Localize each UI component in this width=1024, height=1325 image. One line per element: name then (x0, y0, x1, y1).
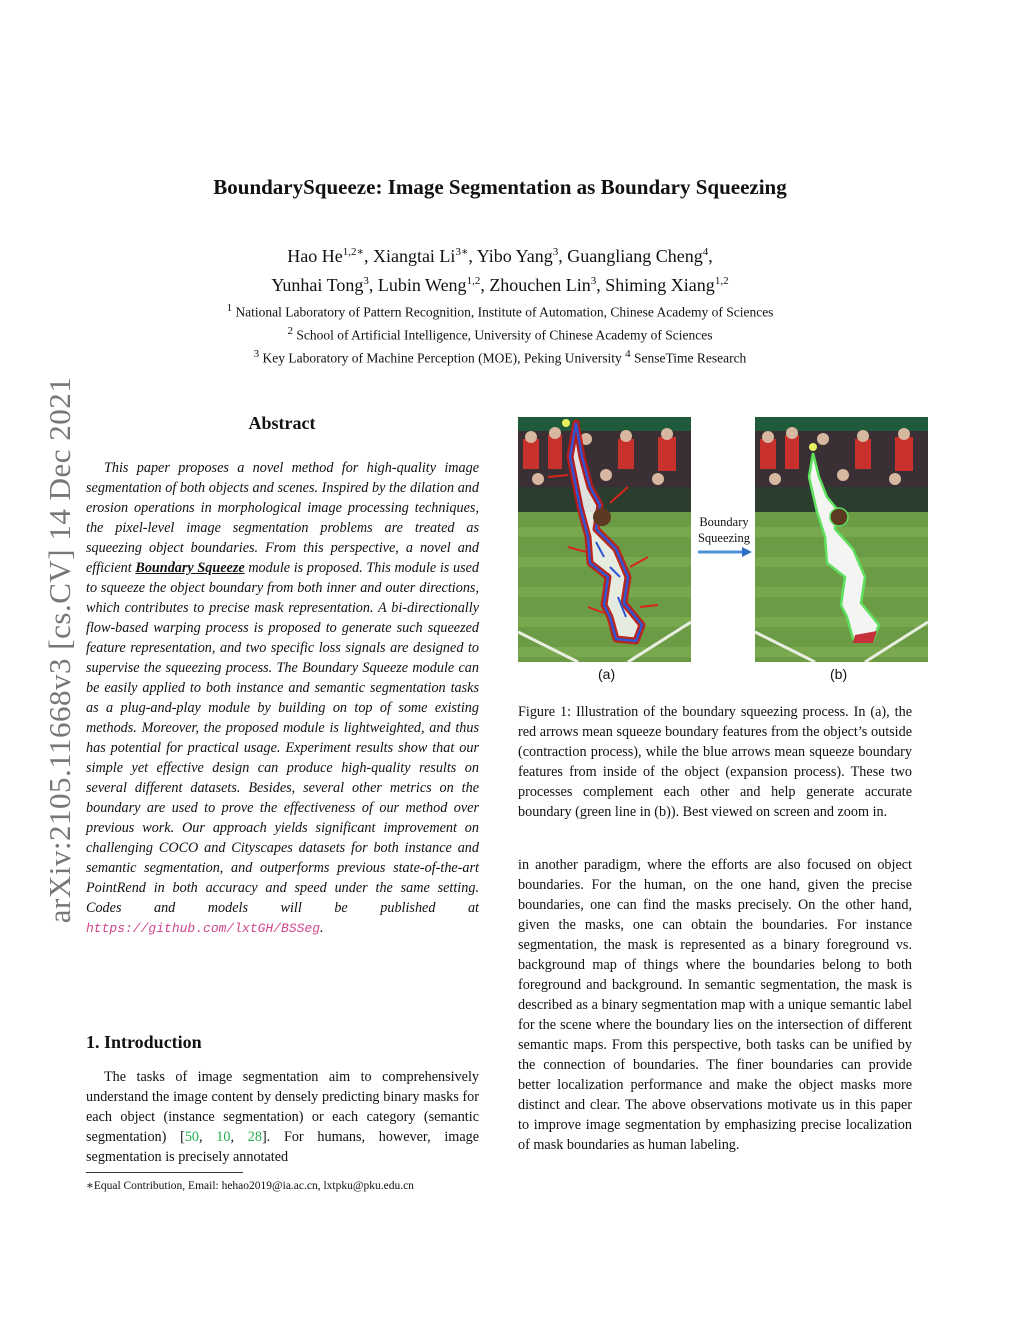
author-name: , Guangliang Cheng (558, 246, 703, 266)
intro-text: , (230, 1129, 248, 1145)
figure-1-caption: Figure 1: Illustration of the boundary squeezing process. In (a), the red arrows mean squeeze boundary features from the object’s outside (contraction process), while the blue arrows mean squeeze boundary features from inside of the object (expansion process). These two processes complement each other and help generate accurate boundary (green line in (b)). Best viewed on screen and zoom in. (518, 704, 912, 820)
boundary-squeezing-label (694, 514, 754, 546)
footnote: ∗Equal Contribution, Email: hehao2019@ia.ac.cn, lxtpku@pku.edu.cn (86, 1180, 414, 1192)
author-name: , Xiangtai Li (363, 246, 456, 266)
affil-sup: 3 (253, 348, 260, 360)
author-line-1 (0, 240, 1000, 269)
intro-text: , (199, 1129, 217, 1145)
citation-link[interactable]: 50 (184, 1129, 200, 1145)
author-name: , Zhouchen Lin (480, 275, 591, 295)
author-affil-sup: 3∗ (455, 246, 469, 258)
paper-title: BoundarySqueeze: Image Segmentation as Boundary Squeezing (213, 175, 787, 199)
abstract-text: module is proposed. This module is used to squeeze the object boundary from both inner and outer directions, which contributes to precise mask representation. A bi-directionally flow-based warping process is proposed to generate such squeezed feature representation, and two specific loss signals are designed to supervise the squeezing process. The Boundary Squeeze module can be easily applied to both instance and semantic segmentation tasks as a plug-and-play module by building on top of some existing methods. Moreover, the proposed module is lightweighted, and thus has potential for practical usage. Experiment results show that our simple yet effective design can produce high-quality results on several different datasets. Besides, several other metrics on the boundary are used to prove the effectiveness of our method over previous work. Our approach yields significant improvement on challenging COCO and Cityscapes datasets for both instance and semantic segmentation, and outperforms previous state-of-the-art PointRend in both accuracy and speed under the same setting. Codes and models will be published at (86, 560, 479, 916)
author-name: , (708, 246, 713, 266)
affil-text: National Laboratory of Pattern Recognition, Institute of Automation, Chinese Academy of Sciences (235, 304, 774, 320)
arxiv-stamp (40, 355, 80, 945)
introduction-body (86, 1067, 479, 1167)
author-affil-sup: 1,2∗ (342, 246, 364, 258)
abstract-text: This paper proposes a novel method for high-quality image segmentation of both objects and scenes. Inspired by the dilation and erosion operations in morphological image processing techniques, the pixel-level image segmentation problems are treated as squeezing object boundaries. From this perspective, a novel and efficient (86, 460, 479, 576)
affil-sup: 4 (625, 348, 631, 360)
tennis-player-squeeze-illustration (518, 417, 691, 662)
figure-1a-image (518, 417, 691, 662)
author-name: Yunhai Tong (271, 275, 364, 295)
footnote-rule (86, 1172, 243, 1173)
affiliation-3 (0, 348, 1000, 367)
abstract-body (86, 458, 479, 939)
author-name: Hao He (287, 246, 343, 266)
author-affil-sup: 3 (590, 275, 597, 287)
author-name: , Yibo Yang (468, 246, 553, 266)
affiliation-2 (0, 325, 1000, 344)
tennis-player-boundary-result (755, 417, 928, 662)
author-affil-sup: 3 (552, 246, 559, 258)
affil-text: Key Laboratory of Machine Perception (MOE), Peking University (262, 350, 622, 366)
intro-text: The tasks of image segmentation aim to comprehensively understand the image content by densely predicting binary masks for each object (instance segmentation) or each category (semantic segmentation) [ (86, 1069, 479, 1145)
arrow-label-line-2: Squeezing (697, 531, 751, 545)
intro-text: ]. For humans, however, image segmentation is precisely annotated (86, 1129, 480, 1165)
author-affil-sup: 3 (363, 275, 369, 287)
affil-text: School of Artificial Intelligence, University of Chinese Academy of Sciences (296, 327, 713, 343)
affiliation-1 (0, 302, 1000, 321)
author-line-2 (0, 269, 1000, 298)
abstract-text: . (320, 920, 324, 936)
right-arrow-icon (698, 547, 752, 557)
affil-text: SenseTime Research (633, 350, 747, 366)
subfigure-label-b: (b) (830, 666, 848, 682)
boundary-squeeze-term: Boundary Squeeze (135, 560, 245, 576)
subfigure-label-a: (a) (598, 666, 616, 682)
arxiv-stamp-text: arXiv:2105.11668v3 [cs.CV] 14 Dec 2021 (42, 376, 77, 924)
citation-link[interactable]: 28 (247, 1129, 262, 1145)
right-column-body: in another paradigm, where the efforts are also focused on object boundaries. For the human, on the one hand, given the precise boundaries, one can find the masks precisely. On the other hand, given the masks, one can obtain the boundaries. For instance segmentation, the mask is represented as a binary foreground vs. background map of things where the boundaries belong to both foreground and background. In semantic segmentation, the mask is described as a binary segmentation map with a unique semantic label for the scene where the boundary lies on the intersection of different semantic maps. From this perspective, both tasks can be unified by the connection of boundaries. The finer boundaries can provide better localization performance and make the object masks more distinct and clear. The above observations motivate us in this paper to improve image segmentation by emphasizing precise localization of mask boundaries as human labeling. (518, 857, 912, 1153)
citation-link[interactable]: 10 (216, 1129, 231, 1145)
author-affil-sup: 1,2 (466, 275, 481, 287)
introduction-heading: 1. Introduction (86, 1032, 202, 1052)
affil-sup: 2 (287, 325, 293, 337)
arrow-label-line-1: Boundary (699, 515, 749, 529)
abstract-heading: Abstract (248, 413, 316, 433)
code-link[interactable]: https://github.com/lxtGH/BSSeg (86, 921, 321, 936)
author-affil-sup: 4 (702, 246, 709, 258)
author-name: , Shiming Xiang (596, 275, 715, 295)
author-affil-sup: 1,2 (714, 275, 729, 287)
author-list (0, 240, 1000, 298)
affil-sup: 1 (226, 302, 233, 314)
figure-1b-image (755, 417, 928, 662)
author-name: , Lubin Weng (368, 275, 467, 295)
